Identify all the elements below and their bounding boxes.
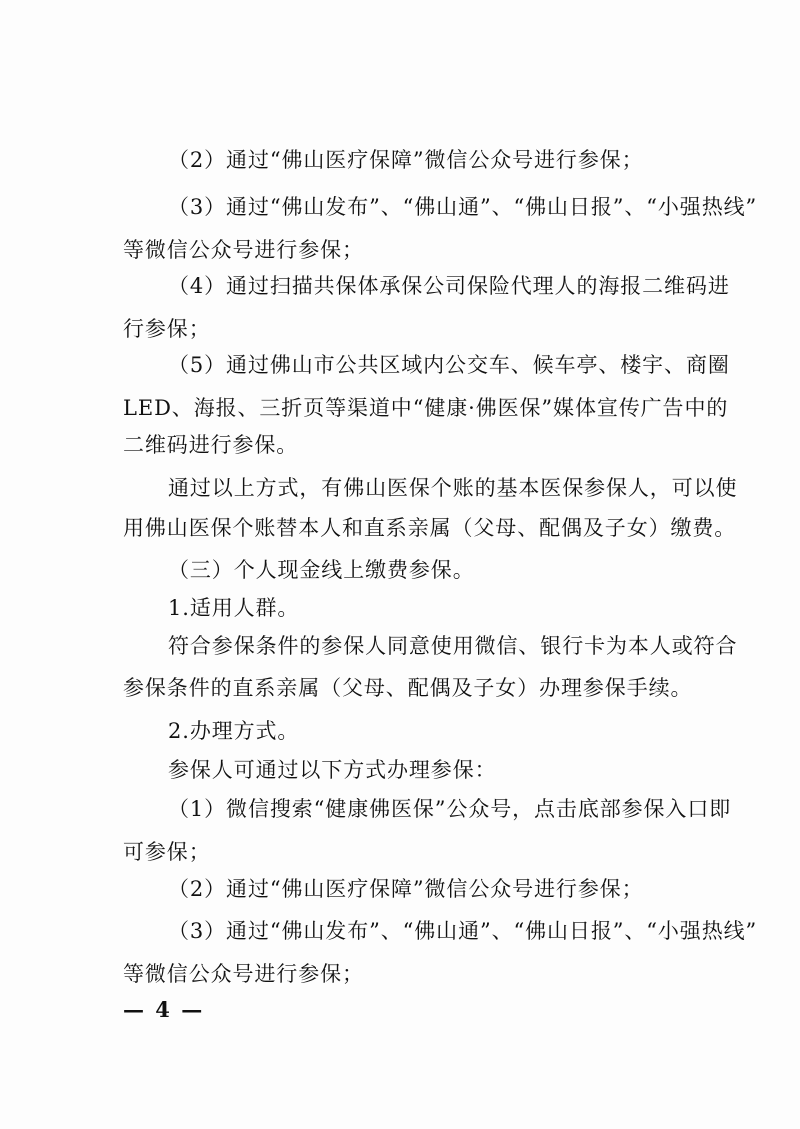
text-line: 等微信公众号进行参保； [123,962,364,986]
text-line: （1）微信搜索“健康佛医保”公众号，点击底部参保入口即 [168,797,732,821]
text-line: （2）通过“佛山医疗保障”微信公众号进行参保； [168,877,644,901]
text-line: 可参保； [123,840,211,864]
text-line: （3）通过“佛山发布”、“佛山通”、“佛山日报”、“小强热线” [168,919,758,943]
text-line: 符合参保条件的参保人同意使用微信、银行卡为本人或符合 [168,634,738,658]
section-heading: （三）个人现金线上缴费参保。 [168,558,475,582]
text-line: LED、海报、三折页等渠道中“健康·佛医保”媒体宣传广告中的 [123,396,729,420]
text-line: 参保条件的直系亲属（父母、配偶及子女）办理参保手续。 [123,676,693,700]
subheading: 2.办理方式。 [168,719,300,743]
text-line: 用佛山医保个账替本人和直系亲属（父母、配偶及子女）缴费。 [123,516,737,540]
text-line: 等微信公众号进行参保； [123,238,364,262]
text-line: （5）通过佛山市公共区域内公交车、候车亭、楼宇、商圈 [168,353,730,377]
text-line: （3）通过“佛山发布”、“佛山通”、“佛山日报”、“小强热线” [168,195,758,219]
text-line: 通过以上方式，有佛山医保个账的基本医保参保人，可以使 [168,476,738,500]
text-line: 行参保； [123,317,211,341]
text-line: （2）通过“佛山医疗保障”微信公众号进行参保； [168,148,644,172]
text-line: （4）通过扫描共保体承保公司保险代理人的海报二维码进 [168,274,730,298]
text-line: 二维码进行参保。 [123,433,299,457]
subheading: 1.适用人群。 [168,596,300,620]
page-number: — 4 — [123,997,205,1022]
text-line: 参保人可通过以下方式办理参保： [168,758,497,782]
